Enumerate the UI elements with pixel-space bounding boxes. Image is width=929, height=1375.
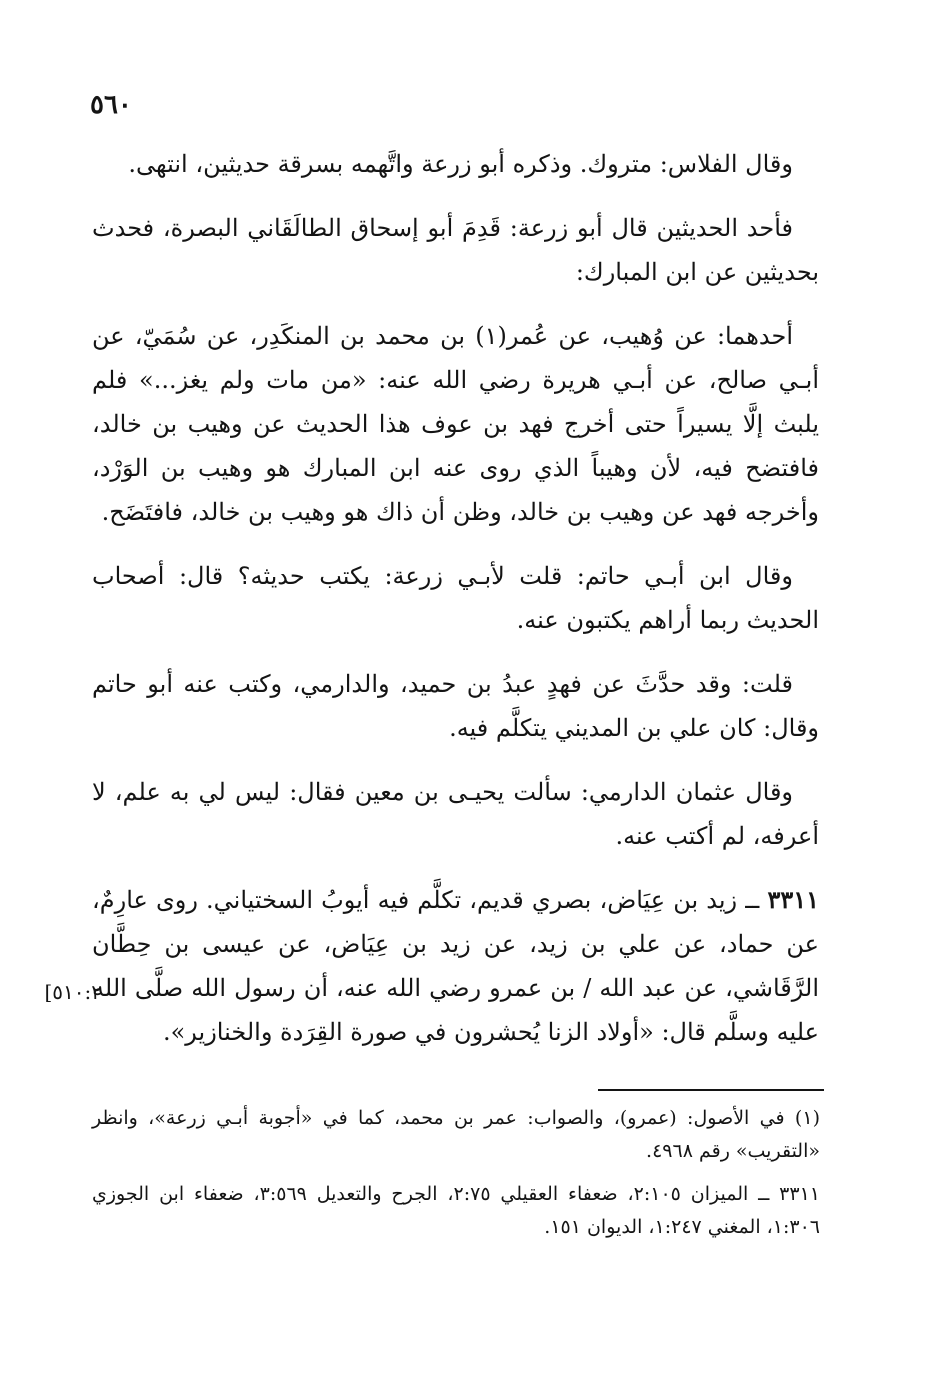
paragraph: وقال الفلاس: متروك. وذكره أبو زرعة واتَّهمه بسرقة حديثين، انتهى. [128, 150, 793, 178]
entry-number: ٣٣١١ [767, 885, 819, 914]
paragraph: أحدهما: عن وُهيب، عن عُمر(١) بن محمد بن المنكَدِر، عن سُمَيّ، عن أبـي صالح، عن أبـي هريرة رضي الله عنه: «من مات ولم يغز...» فلم يلبث إلَّا يسيراً حتى أخرج فهد بن عوف هذا الحديث عن وهيب بن خالد، فافتضح فيه، لأن وهيباً الذي روى عنه ابن المبارك هو وهيب بن الوَرْد، وأخرجه فهد عن وهيب بن خالد، وظن أن ذاك هو وهيب بن خالد، فافتَضَح. [92, 322, 819, 526]
paragraph: وقال عثمان الدارمي: سألت يحيـى بن معين فقال: ليس لي به علم، لا أعرفه، لم أكتب عنه. [92, 778, 819, 850]
edition-reference: [٥١٠:٢ [44, 980, 102, 1004]
entry-text: زيد بن عِيَاض، بصري قديم، تكلَّم فيه أيوبُ السختياني. روى عارِمٌ، عن حماد، عن علي بن زيد، عن زيد بن عِيَاض، عن عيسى بن حِطَّان الرَّقَاشي، عن عبد الله / بن عمرو رضي الله عنه، أن رسول الله صلَّى الله عليه وسلَّم قال: «أولاد الزنا يُحشرون في صورة القِرَدة والخنازير». [92, 886, 819, 1046]
main-text [92, 142, 819, 1074]
entry-dash: ــ [737, 886, 768, 914]
footnote: ٣٣١١ ــ الميزان ٢:١٠٥، ضعفاء العقيلي ٢:٧٥، الجرح والتعديل ٣:٥٦٩، ضعفاء ابن الجوزي ١:٣٠٦، المغني ١:٢٤٧، الديوان ١٥١. [92, 1183, 820, 1238]
paragraph: قلت: وقد حدَّثَ عن فهدٍ عبدُ بن حميد، والدارمي، وكتب عنه أبو حاتم وقال: كان علي بن المديني يتكلَّم فيه. [92, 670, 819, 742]
footnotes [92, 1102, 820, 1254]
paragraph: فأحد الحديثين قال أبو زرعة: قَدِمَ أبو إسحاق الطالَقَاني البصرة، فحدث بحديثين عن ابن المبارك: [92, 214, 819, 286]
page-number: ٥٦٠ [90, 90, 132, 120]
biography-entry [92, 878, 819, 1054]
footnote-divider [598, 1089, 824, 1091]
paragraph: وقال ابن أبـي حاتم: قلت لأبـي زرعة: يكتب حديثه؟ قال: أصحاب الحديث ربما أراهم يكتبون عنه. [92, 562, 819, 634]
footnote: (١) في الأصول: (عمرو)، والصواب: عمر بن محمد، كما في «أجوبة أبـي زرعة»، وانظر «التقريب» رقم ٤٩٦٨. [92, 1107, 820, 1162]
